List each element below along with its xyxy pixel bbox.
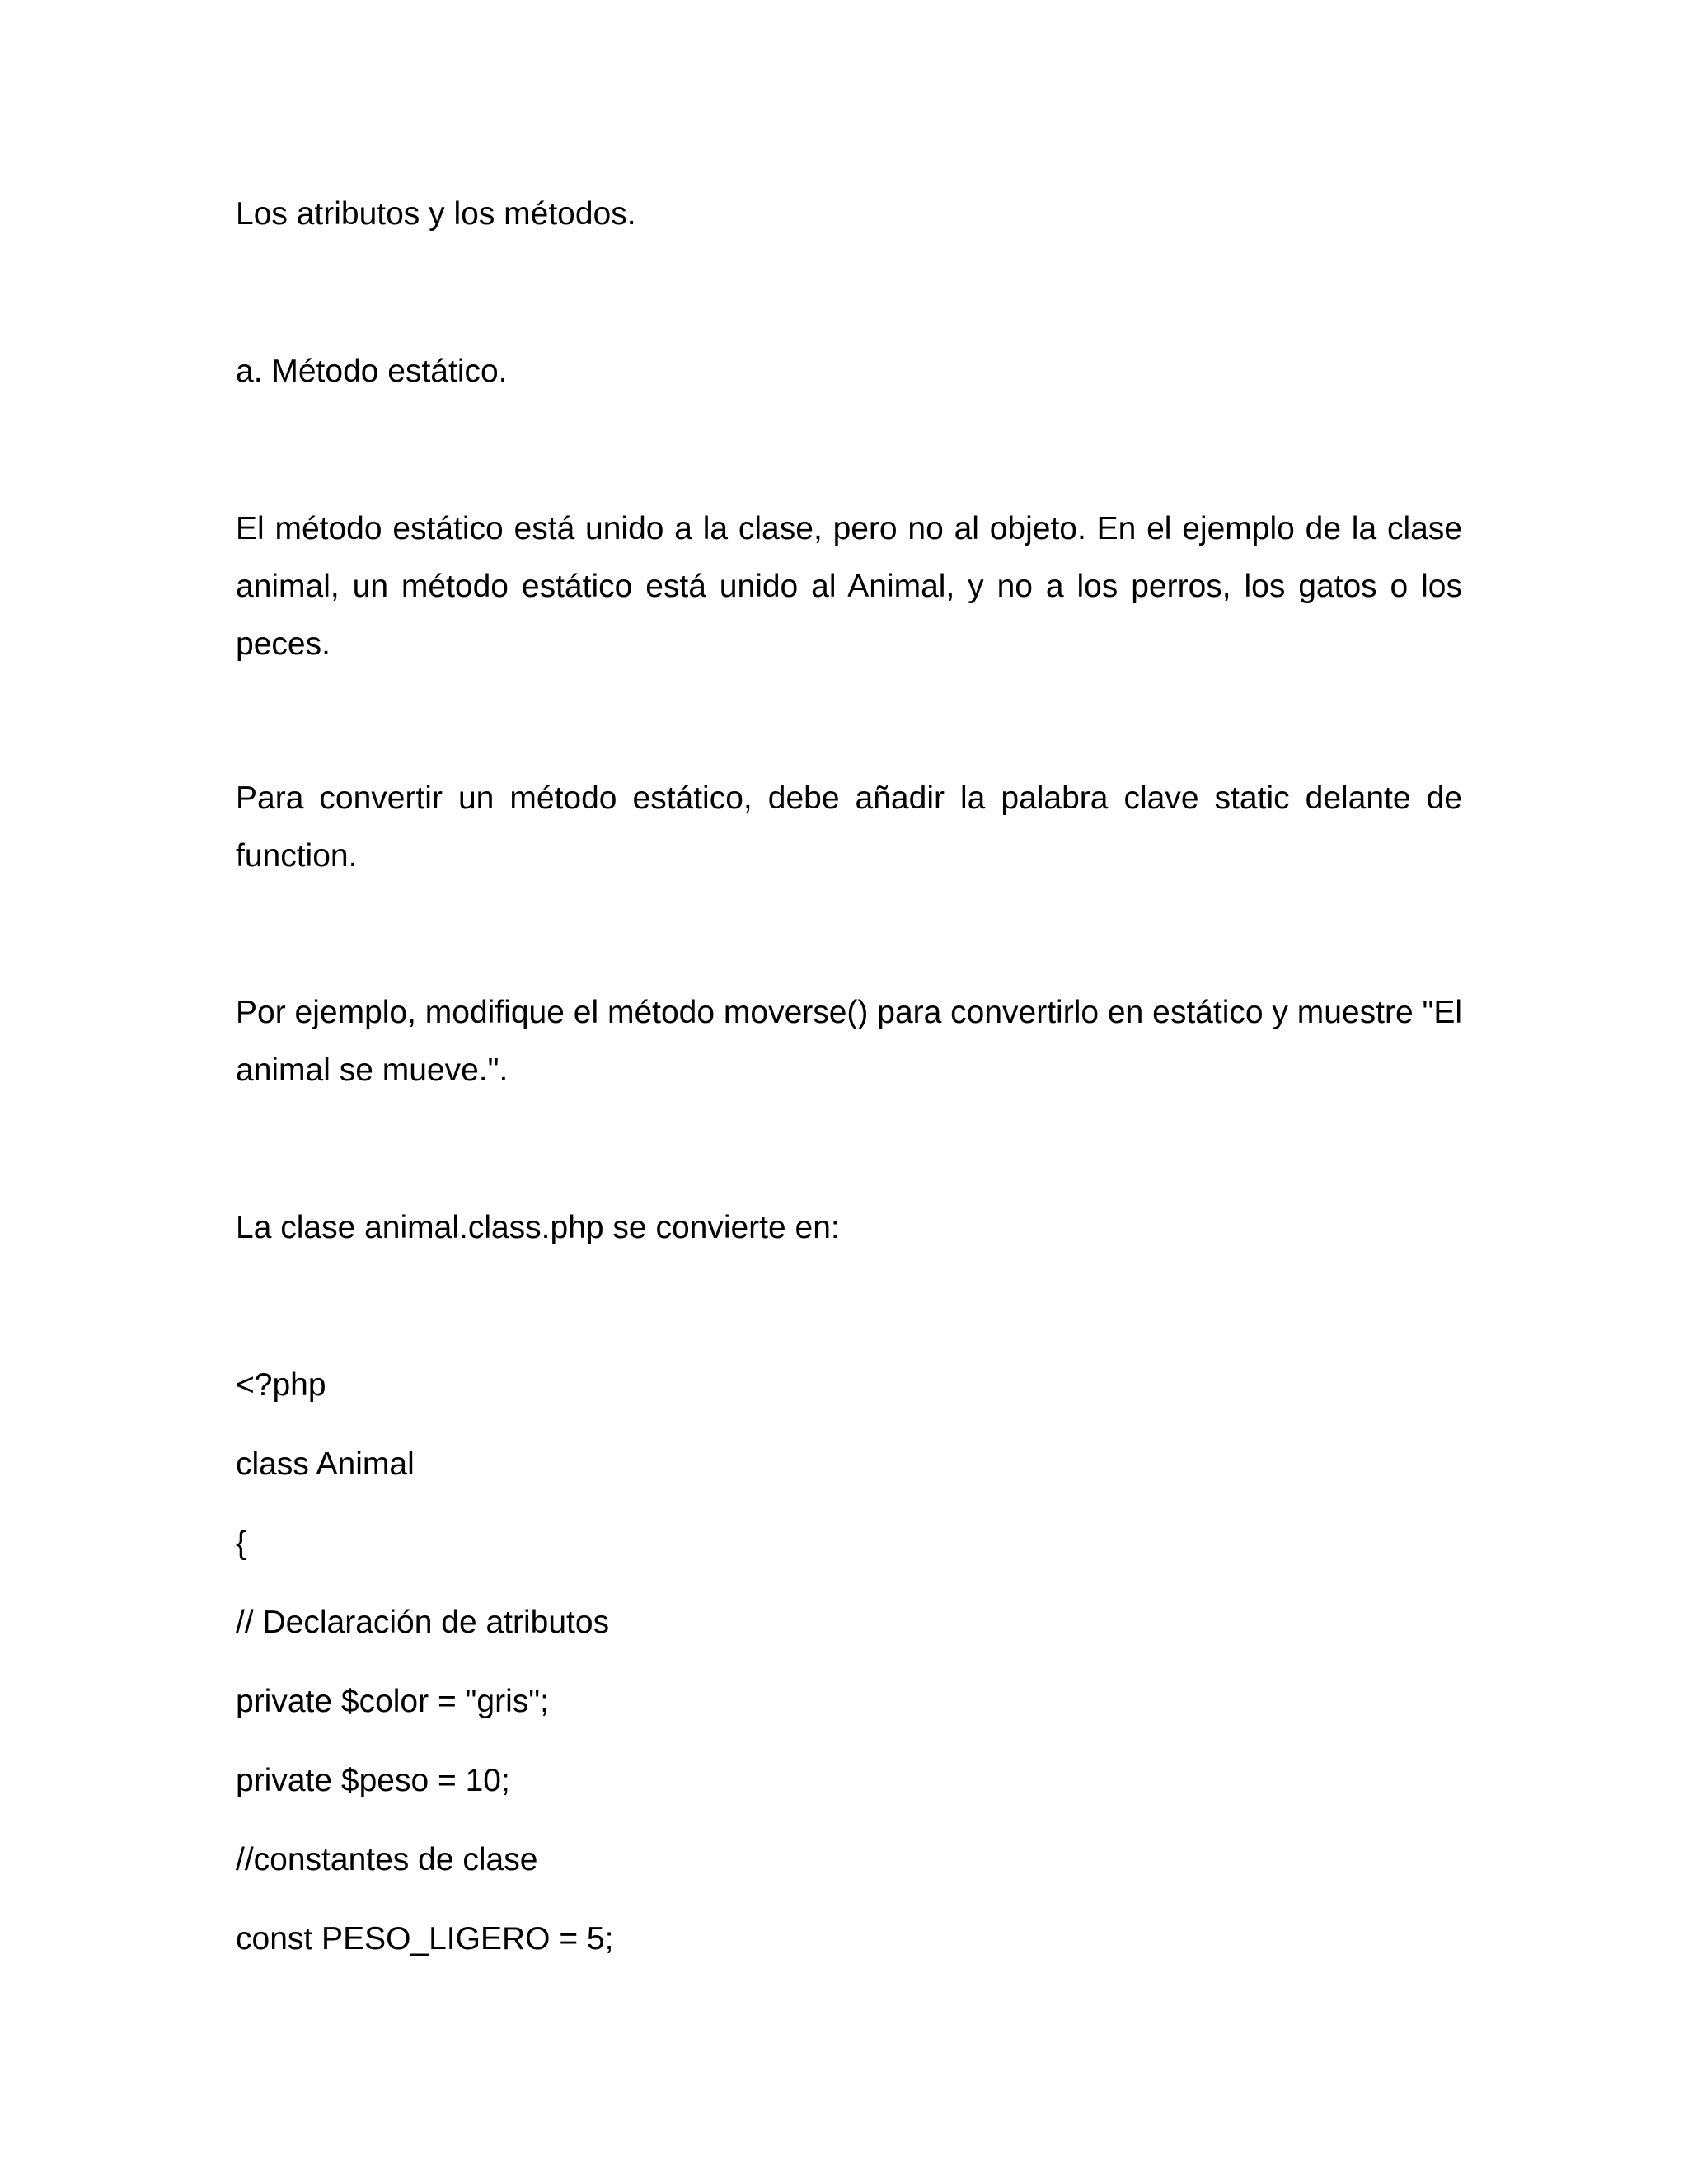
code-line: private $peso = 10;: [236, 1763, 510, 1798]
code-line: {: [236, 1526, 247, 1561]
paragraph-example: Por ejemplo, modifique el método moverse() para convertirlo en estático y muestre "El animal se mueve.".: [236, 995, 1462, 1088]
subsection-heading: a. Método estático.: [236, 354, 508, 389]
code-line: // Declaración de atributos: [236, 1605, 610, 1640]
code-line: class Animal: [236, 1446, 415, 1482]
code-line: private $color = "gris";: [236, 1684, 549, 1719]
code-line: <?php: [236, 1367, 326, 1403]
paragraph-static-keyword: Para convertir un método estático, debe añadir la palabra clave static delante de function.: [236, 780, 1462, 874]
paragraph-static-method-definition: El método estático está unido a la clase, pero no al objeto. En el ejemplo de la clase animal, un método estático está unido al Animal, y no a los perros, los gatos o los peces.: [236, 511, 1462, 662]
paragraph-class-file: La clase animal.class.php se convierte en:: [236, 1210, 840, 1245]
code-line: //constantes de clase: [236, 1842, 538, 1877]
section-heading: Los atributos y los métodos.: [236, 196, 636, 232]
code-line: const PESO_LIGERO = 5;: [236, 1921, 614, 1957]
